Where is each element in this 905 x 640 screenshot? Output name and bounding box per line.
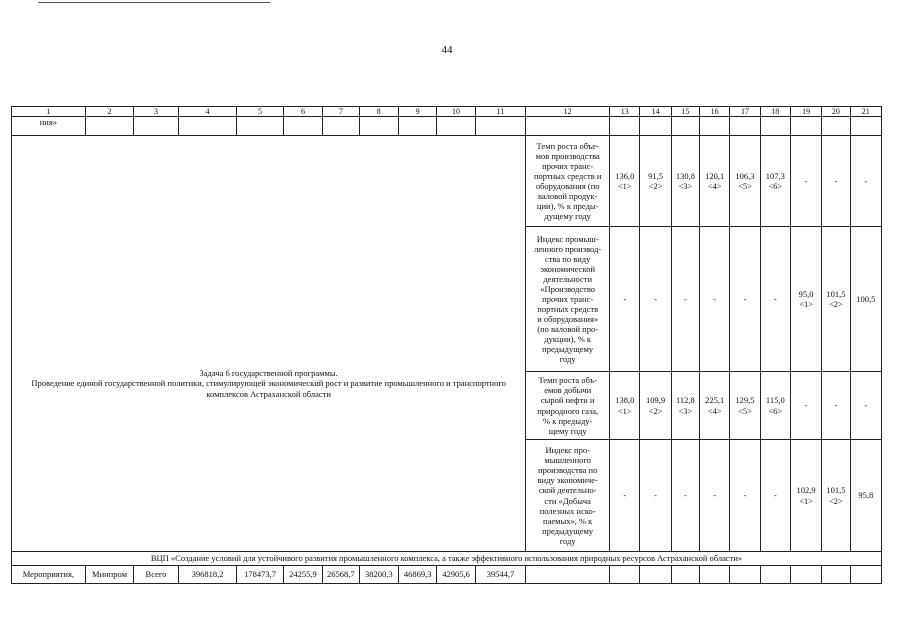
indicator-value: - — [640, 440, 671, 552]
col-number: 14 — [640, 107, 671, 117]
col-number: 10 — [437, 107, 475, 117]
empty-cell — [730, 117, 760, 136]
amount-cell: 396818,2 — [178, 566, 237, 584]
empty-cell — [359, 117, 398, 136]
indicator-value: 136,0 <1> — [610, 136, 640, 227]
indicator-value: 130,8 <3> — [671, 136, 699, 227]
indicator-value: 138,0 <1> — [610, 372, 640, 440]
task-text: Задача 6 государственной программы. Проведение единой государственной политики, стимулирующей экономический рост и развитие промышленного и транспортного комплексов Астраханской области — [31, 368, 506, 399]
empty-cell — [700, 566, 730, 584]
col-number: 6 — [283, 107, 322, 117]
vcp-heading-row — [12, 552, 882, 566]
indicator-value: - — [610, 440, 640, 552]
vcp-heading: ВЦП «Создание условий для устойчивого развития промышленного комплекса, а также эффективного использования природных ресурсов Астраханской области» — [12, 552, 882, 566]
col-number: 1 — [12, 107, 86, 117]
col-number: 20 — [822, 107, 850, 117]
empty-cell — [640, 566, 671, 584]
col-number: 16 — [700, 107, 730, 117]
col-number: 7 — [323, 107, 359, 117]
indicator-value: - — [850, 136, 881, 227]
empty-cell — [700, 117, 730, 136]
indicator-value: - — [730, 227, 760, 372]
indicator-value: - — [700, 440, 730, 552]
empty-cell — [850, 566, 881, 584]
col-number: 18 — [760, 107, 790, 117]
indicator-value: - — [700, 227, 730, 372]
indicator-value: - — [671, 440, 699, 552]
indicator-value: - — [730, 440, 760, 552]
empty-cell — [671, 566, 699, 584]
indicator-name: Темп роста объе- мов производства прочих транс- портных средств и оборудования (по валовой продук- ции), % к преды- дущему году — [526, 136, 610, 227]
col-number: 13 — [610, 107, 640, 117]
amount-cell: 39544,7 — [475, 566, 526, 584]
total-label: Всего — [134, 566, 178, 584]
task-description — [12, 136, 526, 552]
empty-cell — [283, 117, 322, 136]
indicator-row — [12, 136, 882, 227]
col-number: 5 — [237, 107, 283, 117]
carry-over-text: ния» — [12, 117, 86, 136]
empty-cell — [85, 117, 134, 136]
empty-cell — [671, 117, 699, 136]
program-table — [11, 106, 882, 584]
empty-cell — [822, 117, 850, 136]
amount-cell: 24255,9 — [283, 566, 322, 584]
empty-cell — [526, 566, 610, 584]
empty-cell — [790, 566, 821, 584]
empty-cell — [760, 117, 790, 136]
indicator-value: 107,3 <6> — [760, 136, 790, 227]
empty-cell — [760, 566, 790, 584]
amount-cell: 42905,6 — [437, 566, 475, 584]
empty-cell — [437, 117, 475, 136]
indicator-value: 101,5 <2> — [822, 440, 850, 552]
col-number: 12 — [526, 107, 610, 117]
col-number: 17 — [730, 107, 760, 117]
empty-cell — [790, 117, 821, 136]
col-number: 21 — [850, 107, 881, 117]
indicator-value: 100,5 — [850, 227, 881, 372]
indicator-value: 101,5 <2> — [822, 227, 850, 372]
empty-cell — [237, 117, 283, 136]
empty-cell — [134, 117, 178, 136]
indicator-value: 109,9 <2> — [640, 372, 671, 440]
col-number: 15 — [671, 107, 699, 117]
indicator-name: Индекс про- мышленного производства по виду экономиче- ской деятельно- сти «Добыча полезных иско- паемых», % к предыдущему году — [526, 440, 610, 552]
executor-cell: Минпром — [85, 566, 134, 584]
empty-cell — [475, 117, 526, 136]
col-number: 11 — [475, 107, 526, 117]
col-number: 8 — [359, 107, 398, 117]
amount-cell: 178473,7 — [237, 566, 283, 584]
indicator-value: - — [760, 440, 790, 552]
top-rule — [38, 2, 270, 3]
indicator-value: - — [760, 227, 790, 372]
indicator-value: 129,5 <5> — [730, 372, 760, 440]
indicator-value: - — [671, 227, 699, 372]
indicator-value: 225,1 <4> — [700, 372, 730, 440]
empty-cell — [822, 566, 850, 584]
indicator-value: 106,3 <5> — [730, 136, 760, 227]
col-number: 9 — [398, 107, 436, 117]
empty-cell — [850, 117, 881, 136]
indicator-value: 91,5 <2> — [640, 136, 671, 227]
page-number: 44 — [441, 44, 453, 56]
indicator-value: - — [790, 136, 821, 227]
indicator-value: 102,9 <1> — [790, 440, 821, 552]
col-number: 19 — [790, 107, 821, 117]
activities-label: Мероприятия, — [12, 566, 86, 584]
empty-cell — [640, 117, 671, 136]
empty-cell — [730, 566, 760, 584]
empty-cell — [178, 117, 237, 136]
column-number-row — [12, 107, 882, 117]
indicator-value: 95,8 — [850, 440, 881, 552]
amount-cell: 46869,3 — [398, 566, 436, 584]
empty-cell — [323, 117, 359, 136]
indicator-value: 115,0 <6> — [760, 372, 790, 440]
amount-cell: 26568,7 — [323, 566, 359, 584]
activities-row — [12, 566, 882, 584]
col-number: 2 — [85, 107, 134, 117]
indicator-value: - — [822, 136, 850, 227]
indicator-value: 112,8 <3> — [671, 372, 699, 440]
empty-cell — [526, 117, 610, 136]
empty-cell — [398, 117, 436, 136]
indicator-value: 95,0 <1> — [790, 227, 821, 372]
col-number: 4 — [178, 107, 237, 117]
col-number: 3 — [134, 107, 178, 117]
indicator-name: Индекс промыш- ленного производ- ства по виду экономической деятельности «Производство прочих транс- портных средств и оборудования» (по валовой про- дукции), % к предыдущему году — [526, 227, 610, 372]
indicator-value: 120,1 <4> — [700, 136, 730, 227]
amount-cell: 38200,3 — [359, 566, 398, 584]
empty-cell — [610, 117, 640, 136]
indicator-value: - — [610, 227, 640, 372]
indicator-value: - — [850, 372, 881, 440]
empty-cell — [610, 566, 640, 584]
indicator-name: Темп роста объ- емов добычи сырой нефти и природного газа, % к предыду- щему году — [526, 372, 610, 440]
carry-over-row — [12, 117, 882, 136]
indicator-value: - — [640, 227, 671, 372]
indicator-value: - — [822, 372, 850, 440]
indicator-value: - — [790, 372, 821, 440]
